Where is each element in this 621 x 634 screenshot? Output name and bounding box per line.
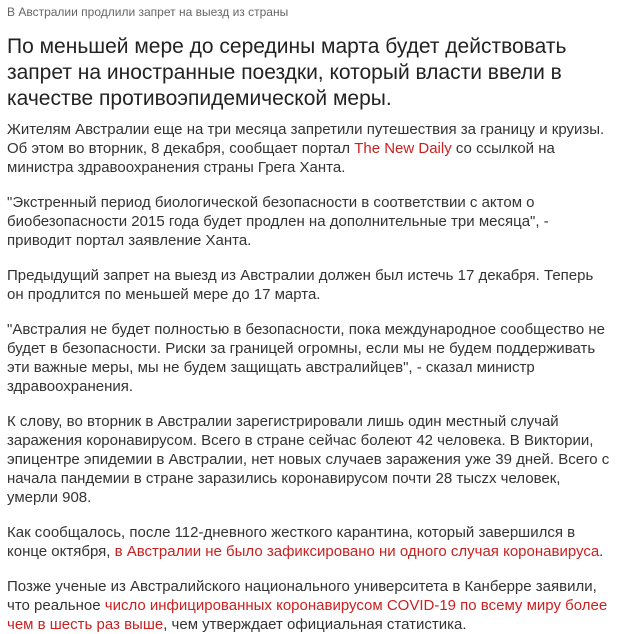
paragraph-7-text-after: , чем утверждает официальная статистика. <box>163 616 467 633</box>
infected-count-link[interactable]: число инфицированных коронавирусом COVID-19 по всему миру более чем в шесть раз выше <box>7 597 608 633</box>
article-kicker: В Австралии продлили запрет на выезд из страны <box>7 5 289 19</box>
paragraph-5: К слову, во вторник в Австралии зарегистрировали лишь один местный случай заражения коронавирусом. Всего в стране сейчас болеют 42 человека. В Виктории, эпицентре эпидемии в Австралии, нет новых случаев заражения уже 39 дней. Всего с начала пандемии в стране заразились коронавирусом почти 28 тысzх человек, умерли 908. <box>7 413 610 506</box>
paragraph-6 <box>7 523 614 561</box>
article-headline: По меньшей мере до середины марта будет действовать запрет на иностранные поездки, который власти ввели в качестве противоэпидемической меры. <box>7 35 567 110</box>
paragraph-1 <box>7 120 614 177</box>
paragraph-6-text-before: Как сообщалось, после 112-дневного жесткого карантина, который завершился в конце октября, <box>7 524 576 560</box>
paragraph-1-text-after: со ссылкой на министра здравоохранения страны Грега Ханта. <box>7 140 555 176</box>
article-body <box>7 120 614 634</box>
paragraph-7 <box>7 577 614 634</box>
no-cases-link[interactable]: в Австралии не было зафиксировано ни одного случая коронавируса <box>114 543 600 560</box>
paragraph-7-text-before: Позже ученые из Австралийского национального университета в Канберре заявили, что реальное <box>7 578 597 614</box>
paragraph-4: "Австралия не будет полностью в безопасности, пока международное сообщество не будет в безопасности. Риски за границей огромны, если мы не будем поддерживать эти важные меры, мы не будем защищать австралийцев", - сказал министр здравоохранения. <box>7 321 605 395</box>
paragraph-1-text-before: Жителям Австралии еще на три месяца запретили путешествия за границу и круизы. Об этом во вторник, 8 декабря, сообщает портал <box>7 121 605 157</box>
the-new-daily-link[interactable]: The New Daily <box>354 140 452 157</box>
paragraph-6-text-after: . <box>599 543 604 560</box>
paragraph-2: "Экстренный период биологической безопасности в соответствии с актом о биобезопасности 2015 года будет продлен на дополнительные три месяца", - приводит портал заявление Ханта. <box>7 194 549 249</box>
paragraph-3: Предыдущий запрет на выезд из Австралии должен был истечь 17 декабря. Теперь он продлится по меньшей мере до 17 марта. <box>7 267 594 303</box>
